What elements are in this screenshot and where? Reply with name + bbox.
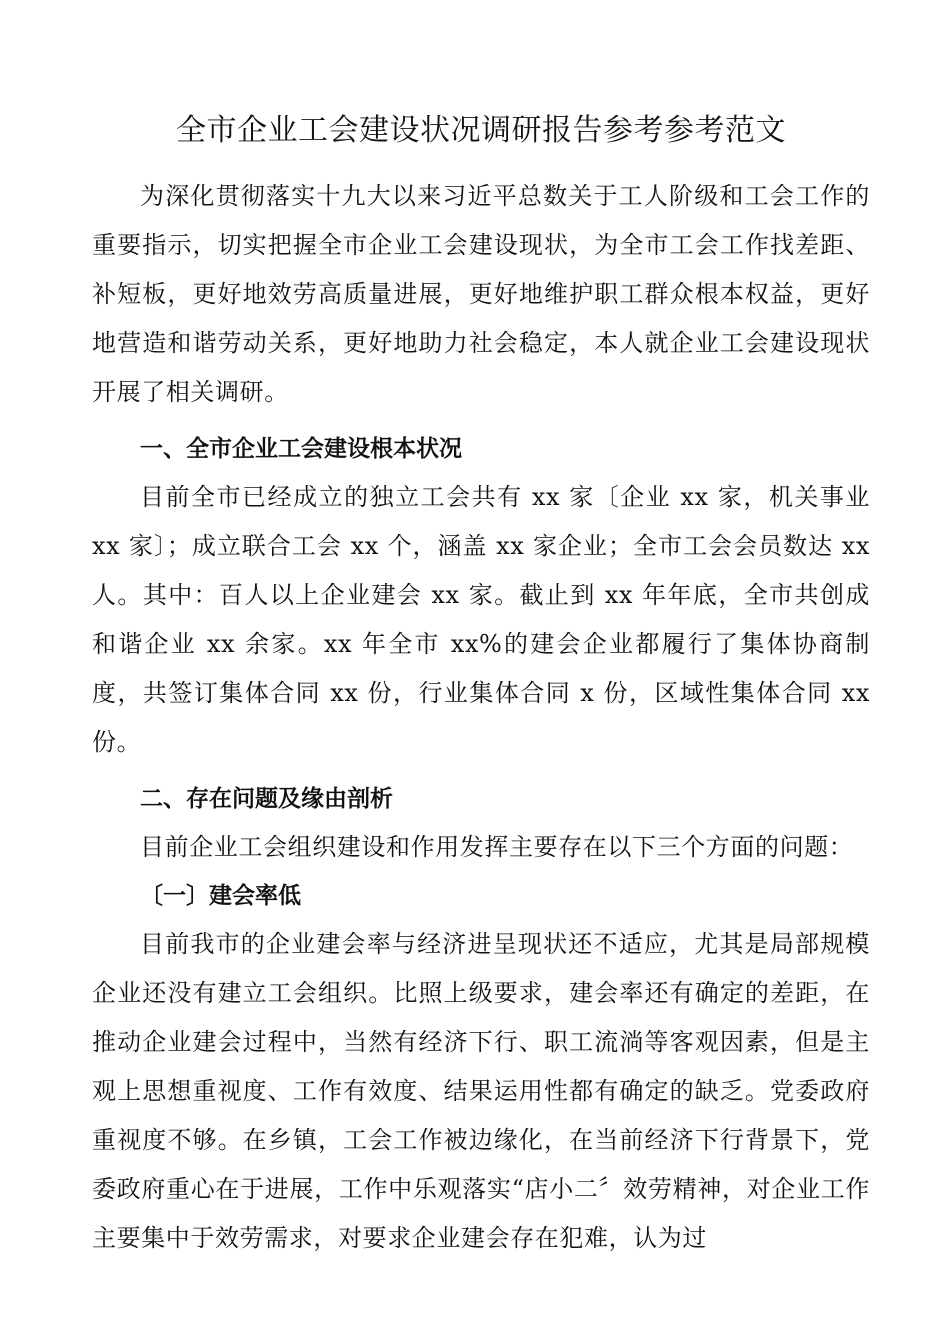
document-title: 全市企业工会建设状况调研报告参考参考范文 — [176, 113, 786, 148]
intro-paragraph: 为深化贯彻落实十九大以来习近平总数关于工人阶级和工会工作的重要指示，切实把握全市企业工会建设现状，为全市工会工作找差距、补短板，更好地效劳高质量进展，更好地维护职工群众根本权益，更好地营造和谐劳动关系，更好地助力社会稳定，本人就企业工会建设现状开展了相关调研。 — [92, 182, 870, 406]
section-2-intro-paragraph: 目前企业工会组织建设和作用发挥主要存在以下三个方面的问题： — [140, 833, 854, 861]
subsection-1-paragraph: 目前我市的企业建会率与经济进呈现状还不适应，尤其是局部规模企业还没有建立工会组织。比照上级要求，建会率还有确定的差距，在推动企业建会过程中，当然有经济下行、职工流淌等客观因素，但是主观上思想重视度、工作有效度、结果运用性都有确定的缺乏。党委政府重视度不够。在乡镇，工会工作被边缘化，在当前经济下行背景下，党委政府重心在于进展，工作中乐观落实“店小二〞效劳精神，对企业工作主要集中于效劳需求，对要求企业建会存在犯难，认为过 — [92, 930, 870, 1252]
document-page — [92, 108, 870, 1263]
subsection-1-heading: 〔一〕建会率低 — [140, 883, 301, 909]
section-1-heading: 一、全市企业工会建设根本状况 — [140, 436, 462, 462]
section-1-paragraph: 目前全市已经成立的独立工会共有 xx 家〔企业 xx 家，机关事业 xx 家〕；成立联合工会 xx 个，涵盖 xx 家企业；全市工会会员数达 xx 人。其中：百人以上企业建会 xx 家。截止到 xx 年年底，全市共创成和谐企业 xx 余家。xx 年全市 xx%的建会企业都履行了集体协商制度，共签订集体合同 xx 份，行业集体合同 x 份，区域性集体合同 xx 份。 — [92, 483, 870, 756]
section-2-heading: 二、存在问题及缘由剖析 — [140, 786, 393, 812]
